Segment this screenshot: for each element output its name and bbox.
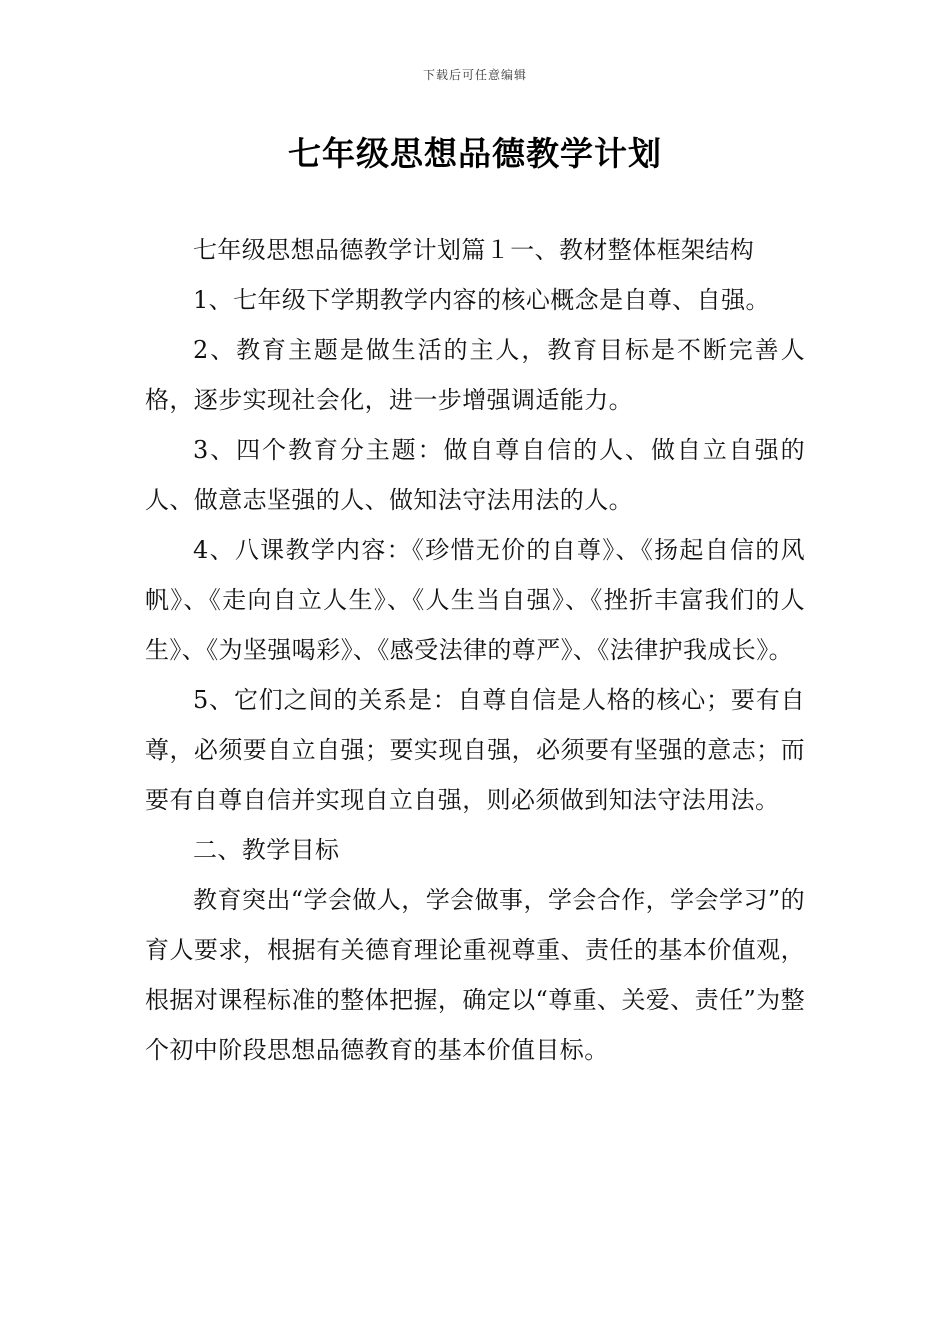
- paragraph-point-1: 1、七年级下学期教学内容的核心概念是自尊、自强。: [193, 286, 770, 314]
- paragraph-point-5: 5、它们之间的关系是：自尊自信是人格的核心；要有自尊，必须要自立自强；要实现自强，必须要有坚强的意志；而要有自尊自信并实现自立自强，则必须做到知法守法用法。: [145, 686, 805, 814]
- paragraph-teaching-goals: 教育突出“学会做人，学会做事，学会合作，学会学习”的育人要求，根据有关德育理论重视尊重、责任的基本价值观，根据对课程标准的整体把握，确定以“尊重、关爱、责任”为整个初中阶段思想品德教育的基本价值目标。: [145, 886, 805, 1064]
- paragraph-intro: 七年级思想品德教学计划篇１一、教材整体框架结构: [193, 236, 755, 264]
- paragraph-point-2: 2、教育主题是做生活的主人，教育目标是不断完善人格，逐步实现社会化，进一步增强调适能力。: [145, 336, 805, 414]
- document-title: 七年级思想品德教学计划: [288, 134, 662, 173]
- section-heading-teaching-goals: 二、教学目标: [193, 836, 340, 864]
- document-body: [145, 225, 805, 1075]
- paragraph-point-4: 4、八课教学内容：《珍惜无价的自尊》、《扬起自信的风帆》、《走向自立人生》、《人生当自强》、《挫折丰富我们的人生》、《为坚强喝彩》、《感受法律的尊严》、《法律护我成长》。: [145, 536, 805, 664]
- paragraph-point-3: 3、四个教育分主题：做自尊自信的人、做自立自强的人、做意志坚强的人、做知法守法用法的人。: [145, 436, 805, 514]
- header-note: 下载后可任意编辑: [422, 68, 527, 82]
